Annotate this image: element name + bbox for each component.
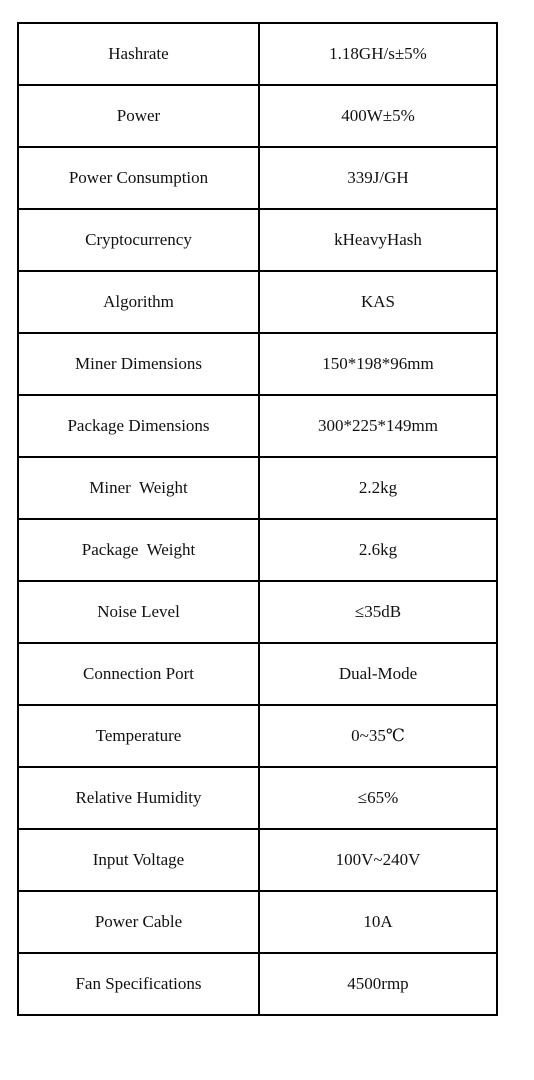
spec-label: Cryptocurrency (18, 209, 259, 271)
spec-value: 2.6kg (259, 519, 497, 581)
spec-label: Package Weight (18, 519, 259, 581)
spec-value: 400W±5% (259, 85, 497, 147)
spec-label: Miner Weight (18, 457, 259, 519)
spec-value: 10A (259, 891, 497, 953)
spec-label: Fan Specifications (18, 953, 259, 1015)
spec-value: 100V~240V (259, 829, 497, 891)
table-row (18, 23, 497, 85)
spec-label: Package Dimensions (18, 395, 259, 457)
spec-label: Temperature (18, 705, 259, 767)
spec-label: Noise Level (18, 581, 259, 643)
spec-label: Hashrate (18, 23, 259, 85)
table-row (18, 209, 497, 271)
table-row (18, 85, 497, 147)
spec-value: 0~35℃ (259, 705, 497, 767)
spec-value: 300*225*149mm (259, 395, 497, 457)
spec-value: ≤65% (259, 767, 497, 829)
table-row (18, 767, 497, 829)
table-row (18, 457, 497, 519)
spec-value: Dual-Mode (259, 643, 497, 705)
table-row (18, 705, 497, 767)
table-row (18, 953, 497, 1015)
spec-value: 339J/GH (259, 147, 497, 209)
spec-value: 4500rmp (259, 953, 497, 1015)
spec-value: kHeavyHash (259, 209, 497, 271)
spec-value: 2.2kg (259, 457, 497, 519)
spec-value: 150*198*96mm (259, 333, 497, 395)
spec-label: Relative Humidity (18, 767, 259, 829)
spec-label: Miner Dimensions (18, 333, 259, 395)
table-row (18, 829, 497, 891)
table-row (18, 643, 497, 705)
spec-value: ≤35dB (259, 581, 497, 643)
spec-value: KAS (259, 271, 497, 333)
table-row (18, 147, 497, 209)
table-row (18, 395, 497, 457)
spec-label: Power Consumption (18, 147, 259, 209)
table-row (18, 891, 497, 953)
spec-label: Connection Port (18, 643, 259, 705)
table-row (18, 519, 497, 581)
spec-label: Power Cable (18, 891, 259, 953)
spec-label: Algorithm (18, 271, 259, 333)
spec-table (17, 22, 498, 1016)
spec-value: 1.18GH/s±5% (259, 23, 497, 85)
spec-label: Power (18, 85, 259, 147)
table-row (18, 581, 497, 643)
spec-table-body (18, 23, 497, 1015)
table-row (18, 271, 497, 333)
table-row (18, 333, 497, 395)
spec-label: Input Voltage (18, 829, 259, 891)
